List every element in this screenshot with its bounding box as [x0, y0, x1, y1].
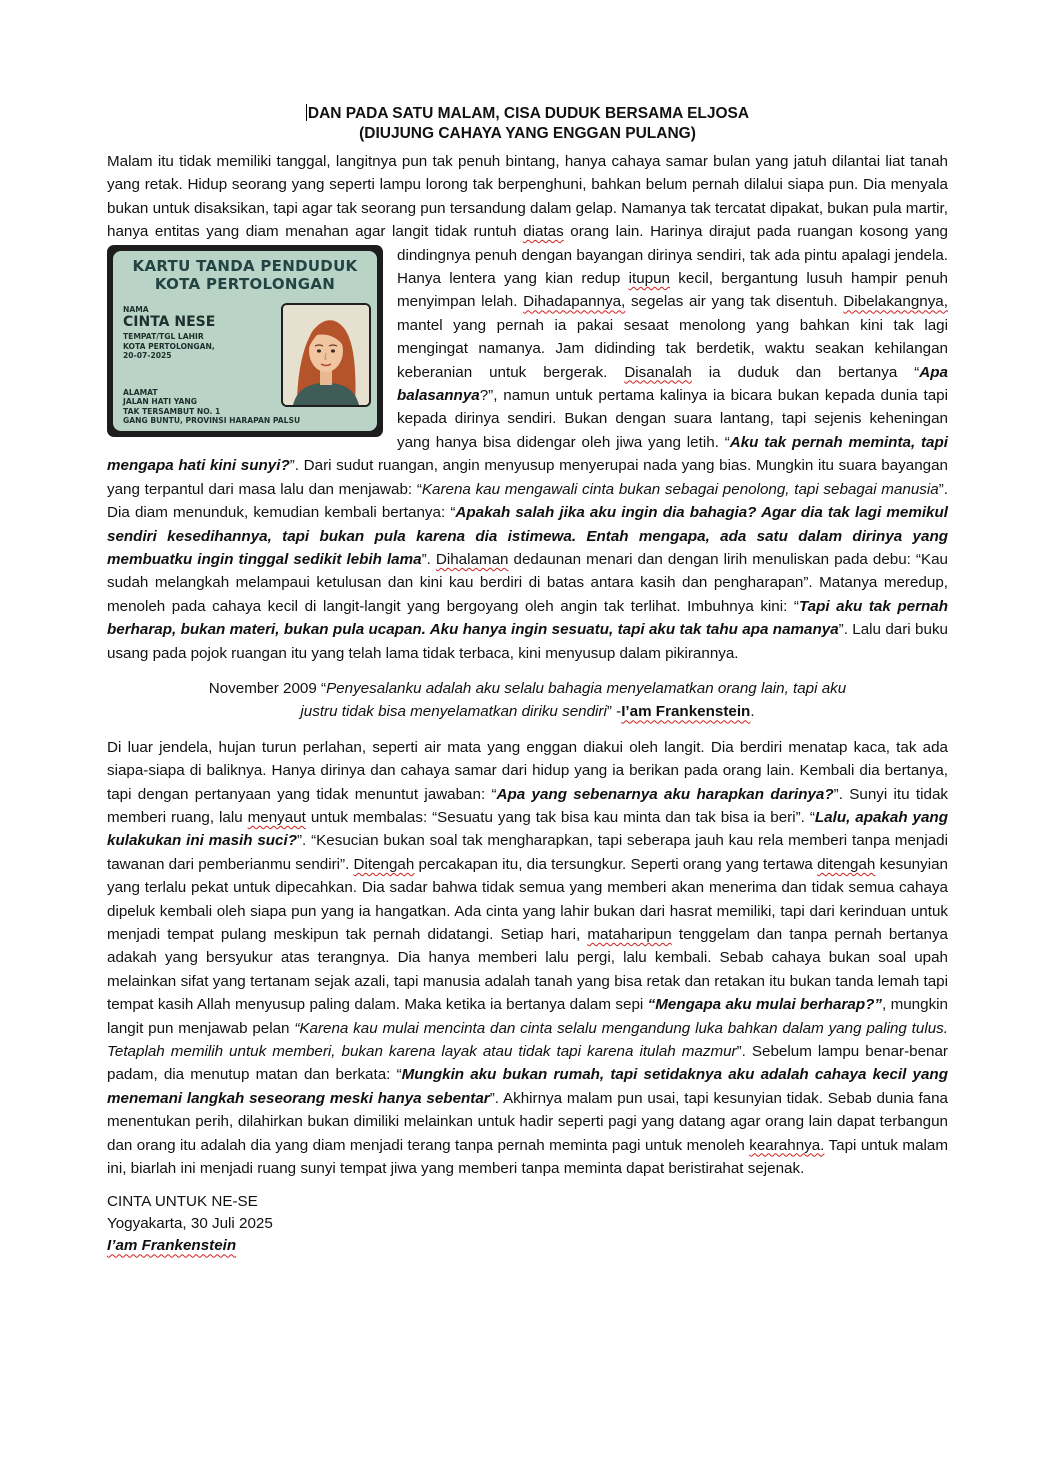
birth-date: 20-07-2025: [123, 351, 172, 361]
name-value: CINTA NESE: [123, 314, 216, 331]
paragraph-1: Malam itu tidak memiliki tanggal, langitnya pun tak penuh bintang, hanya cahaya samar bulan yang jatuh dilantai liat tanah yang retak. Hidup seorang yang seperti lampu lorong tak berpenghuni, bahkan belum pernah dilalui siapa pun. Dia menyala bukan untuk disaksikan, tapi agar tak seorang pun tersandung dalam gelap. Namanya tak tercatat dipakat, bukan pula martir, hanya entitas yang diam menahan agar langit tidak runtuh diatas orang lain. Harinya dirajut pada ruangan kosong yang dindingnya penuh dengan bayangan dirinya sendiri, tak ada pintu KARTU TANDA PENDUDUK KOTA PERTOLONGAN NAMA CINTA NESE TEMPAT/TGL LAHIR KOTA PERTOLONGAN, 20-07-2025 ALAMAT JALAN HATI YANG TAK TERSAMBUT NO. 1 GANG BUNTU, PROVINSI HARAPAN PALSU apalagi jendela. Hanya lentera yang kian redup itupun kecil, bergantung lusuh hampir penuh menyimpan lelah. Dihadapannya, segelas air yang tak disentuh. Dibelakangnya, mantel yang pernah ia pakai sesaat menolong yang bahkan kini tak lagi mengingat namanya. Jam didinding tak berdetik, waktu seakan kehilangan keberanian untuk bergerak. Disanalah ia duduk dan bertanya “Apa balasannya?”, namun untuk pertama kalinya ia bicara bukan kepada dunia tapi kepada dirinya sendiri. Bukan dengan suara lantang, tapi sejenis keheningan yang hanya bisa didengar oleh jiwa yang letih. “Aku tak pernah meminta, tapi mengapa hati kini sunyi?”. Dari sudut ruangan, angin menyusup menyerupai nada yang bias. Mungkin itu suara bayangan yang terpantul dari masa lalu dan menjawab: “Karena kau mengawali cinta bukan sebagai penolong, tapi sebagai manusia”. Dia diam menunduk, kemudian kembali bertanya: “Apakah salah jika aku ingin dia bahagia? Agar dia tak lagi memikul sendiri kesedihannya, tapi bukan pula karena dia istimewa. Entah mengapa, ada satu dalam dirinya yang membuatku ingin tinggal sedikit lebih lama”. Dihalaman dedaunan menari dan dengan lirih menuliskan pada debu: “Kau sudah melangkah melampaui ketulusan dan kini kau berdiri di batas antara kasih dan pengharapan”. Matanya meredup, menoleh pada cahaya kecil di langit-langit yang bergoyang oleh angin tak terlihat. Imbuhnya kini: “Tapi aku tak pernah berharap, bukan materi, bukan pula ucapan. Aku hanya ingin sesuatu, tapi aku tak tahu apa namanya”. Lalu dari buku usang pada pojok ruangan itu yang telah lama tidak terbaca, kini menyusup dalam pikirannya.: [107, 153, 949, 662]
spellcheck-word: kearahnya.: [749, 1136, 825, 1154]
portrait-photo: [281, 303, 371, 407]
title-line-2: (DIUJUNG CAHAYA YANG ENGGAN PULANG): [359, 125, 696, 142]
spellcheck-word: ditengah: [817, 855, 876, 873]
address-line-1: JALAN HATI YANG: [123, 397, 197, 407]
id-card-image: [107, 245, 383, 437]
spellcheck-word: diatas: [523, 223, 564, 241]
birth-place: KOTA PERTOLONGAN,: [123, 341, 215, 351]
spellcheck-word: itupun: [628, 270, 670, 288]
document-body: [107, 104, 948, 1257]
frankenstein-quote: [107, 677, 948, 724]
signature-line-1: CINTA UNTUK NE-SE: [107, 1193, 258, 1211]
spellcheck-word: Dibelakangnya,: [843, 293, 948, 311]
spellcheck-word: Ditengah: [353, 855, 415, 873]
document-title: [107, 104, 948, 144]
portrait-illustration: [283, 305, 369, 405]
signature-block: [107, 1191, 948, 1257]
text-cursor: [306, 104, 307, 121]
address-line-3: GANG BUNTU, PROVINSI HARAPAN PALSU: [123, 416, 301, 426]
address-label: ALAMAT: [123, 387, 158, 397]
quote-line-1: November 2009 “Penyesalanku adalah aku selalu bahagia menyelamatkan orang lain, tapi aku: [208, 679, 847, 697]
name-label: NAMA: [123, 304, 149, 314]
signature-line-2: Yogyakarta, 30 Juli 2025: [107, 1215, 273, 1233]
address-line-2: TAK TERSAMBUT NO. 1: [123, 406, 221, 416]
quote-author: I’am Frankenstein: [621, 703, 751, 721]
spellcheck-word: Dihalaman: [435, 550, 509, 568]
birth-label: TEMPAT/TGL LAHIR: [123, 332, 204, 342]
spellcheck-word: menyaut: [247, 808, 306, 826]
id-card-fields: [123, 305, 283, 364]
spellcheck-word: mataharipun: [587, 926, 672, 943]
id-card-face: [113, 251, 377, 431]
paragraph-2: Di luar jendela, hujan turun perlahan, seperti air mata yang enggan diakui oleh langit. Dia berdiri menatap kaca, tak ada siapa-siapa di baliknya. Hanya dirinya dan cahaya samar dari hidup yang ia berikan pada orang lain. Kembali dia bertanya, tapi dengan pertanyaan yang tidak menuntut jawaban: “Apa yang sebenarnya aku harapkan darinya?”. Sunyi itu tidak memberi ruang, lalu menyaut untuk membalas: “Sesuatu yang tak bisa kau minta dan tak bisa ia beri”. “Lalu, apakah yang kulakukan ini masih suci?”. “Kesucian bukan soal tak mengharapkan, tapi seberapa jauh kau rela memberi tanpa menjadi tawanan dari pemberianmu sendiri”. Ditengah percakapan itu, dia tersungkur. Seperti orang yang tertawa ditengah kesunyian yang terlalu pekat untuk dipecahkan. Dia sadar bahwa tidak semua yang memberi akan menerima dan tidak semua cahaya dipeluk kembali oleh siapa pun yang ia hangatkan. Ada cinta yang lahir bukan dari hasrat memiliki, tapi dari kerinduan untuk menjadi tempat pulang meskipun tak pernah didatangi. Setiap hari, mataharipun tenggelam dan tanpa pernah bertanya adakah yang bersyukur atas terangnya. Dia hanya memberi lalu pergi, lalu kembali. Sebab cahaya bukan soal upah melainkan sifat yang tertanam sejak azali, tapi manusia adalah tanah yang bisa retak dan retakan itu bukan tanda lemah tapi tempat kasih Allah menyusup paling dalam. Maka ketika ia bertanya dalam sepi “Mengapa aku mulai berharap?”, mungkin langit pun menjawab pelan “Karena kau mulai mencinta dan cinta selalu mengandung luka bahkan dalam yang paling tulus. Tetaplah memilih untuk memberi, bukan karena layak atau tidak tapi karena itulah mazmur”. Sebelum lampu benar-benar padam, dia menutup matan dan berkata: “Mungkin aku bukan rumah, tapi setidaknya aku adalah cahaya kecil yang menemani langkah seseorang meski hanya sebentar”. Akhirnya malam pun usai, tapi kesunyian tidak. Sebab dunia fana menentukan perih, dilahirkan bukan dimiliki melainkan untuk hadir seperti pagi yang datang agar orang lain dapat terbangun dan orang itu adalah dia yang diam menjadi terang tanpa pernah meminta pagi untuk menoleh kearahnya. Tapi untuk malam ini, biarlah ini menjadi ruang sunyi tempat jiwa yang memberi tanpa meminta dapat beristirahat sejenak.: [107, 738, 948, 1178]
spellcheck-word: Disanalah: [624, 363, 692, 381]
id-card-header: KARTU TANDA PENDUDUK KOTA PERTOLONGAN: [132, 256, 358, 293]
spellcheck-word: Dihadapannya,: [523, 293, 626, 311]
title-line-1: DAN PADA SATU MALAM, CISA DUDUK BERSAMA ELJOSA: [307, 105, 750, 122]
quote-line-2: justru tidak bisa menyelamatkan diriku sendiri” -I’am Frankenstein.: [300, 703, 755, 721]
signature-line-3: I’am Frankenstein: [107, 1237, 237, 1255]
